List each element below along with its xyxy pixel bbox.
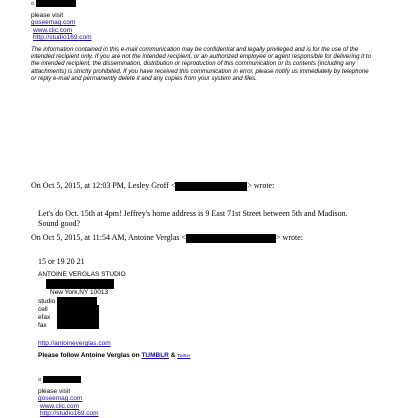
bottom-initial: G <box>38 377 42 382</box>
studio-city: New York,NY 10013 <box>50 289 109 296</box>
follow-amp: & <box>168 352 178 359</box>
redaction-bar <box>175 182 247 191</box>
studio-address-line <box>38 279 238 289</box>
groff-header-suffix: > wrote: <box>247 181 275 190</box>
efax-label: efax <box>38 313 51 321</box>
top-please-visit: please visit <box>31 11 64 19</box>
twitter-link[interactable]: Twitter <box>177 352 191 358</box>
top-initial: G <box>31 1 35 6</box>
efax-line <box>38 313 238 321</box>
verglas-header-prefix: On Oct 5, 2015, at 11:54 AM, Antoine Verglas < <box>31 233 187 242</box>
cell-line <box>38 305 238 313</box>
follow-line <box>38 352 190 359</box>
top-signature <box>31 0 371 42</box>
tumblr-link[interactable]: TUMBLR <box>141 352 169 359</box>
studio-signature <box>38 271 238 329</box>
reply-header-verglas <box>31 233 391 243</box>
redaction-bar <box>186 234 276 243</box>
top-link-studio169[interactable]: http://studio169.com <box>33 34 92 42</box>
meeting-times: 15 or 19 20 21 <box>38 257 85 266</box>
top-redacted-name-line <box>31 0 371 8</box>
redaction-bar <box>57 305 99 313</box>
bottom-please-visit: please visit <box>38 387 71 395</box>
verglas-header-suffix: > wrote: <box>276 233 303 242</box>
cell-label: cell <box>38 305 48 313</box>
groff-header-prefix: On Oct 5, 2015, at 12:03 PM, Lesley Groff < <box>31 181 176 190</box>
reply-header-groff <box>31 181 391 191</box>
studio-website-link[interactable]: http://antoineverglas.com <box>38 340 111 347</box>
studio-label: studio <box>38 297 56 305</box>
bottom-redacted-name-line <box>38 376 238 384</box>
bottom-link-clic[interactable]: www.clic.com <box>40 402 80 410</box>
fax-label: fax <box>38 321 47 329</box>
groff-message-body: Let's do Oct. 15th at 4pm! Jeffrey's home address is 9 East 71st Street between 5th and Madison. Sound good? <box>38 209 348 228</box>
redaction-bar <box>46 279 114 289</box>
bottom-link-studio169[interactable]: http://studio169.com <box>40 410 99 418</box>
top-link-clic[interactable]: www.clic.com <box>33 26 73 34</box>
redaction-bar <box>57 313 99 321</box>
studio-name: ANTOINE VERGLAS STUDIO <box>38 271 126 278</box>
bottom-signature <box>38 376 238 418</box>
redaction-bar <box>57 297 97 305</box>
redaction-bar <box>43 376 81 383</box>
studio-phone-line <box>38 297 238 305</box>
redaction-bar <box>57 321 99 329</box>
fax-line <box>38 321 238 329</box>
top-link-goseemag[interactable]: goseemag.com <box>31 19 76 27</box>
confidentiality-disclaimer: The information contained in this e-mail communication may be confidential and legally privileged and is for the use of the intended recipient only. If you are not the intended recipient, or an authorized employee or agent responsible for delivering it to the intended recipient, the dissemination, distribution or reproduction of this communication or its contents (including any attachments) is strictly prohibited. If you have received this communication in error, please notify us immediately by telephone or reply e-mail and permanently delete it and any copies from your system and files. <box>31 46 371 82</box>
redaction-bar <box>36 0 76 7</box>
bottom-link-goseemag[interactable]: goseemag.com <box>38 395 83 403</box>
follow-prefix: Please follow Antoine Verglas on <box>38 352 142 359</box>
